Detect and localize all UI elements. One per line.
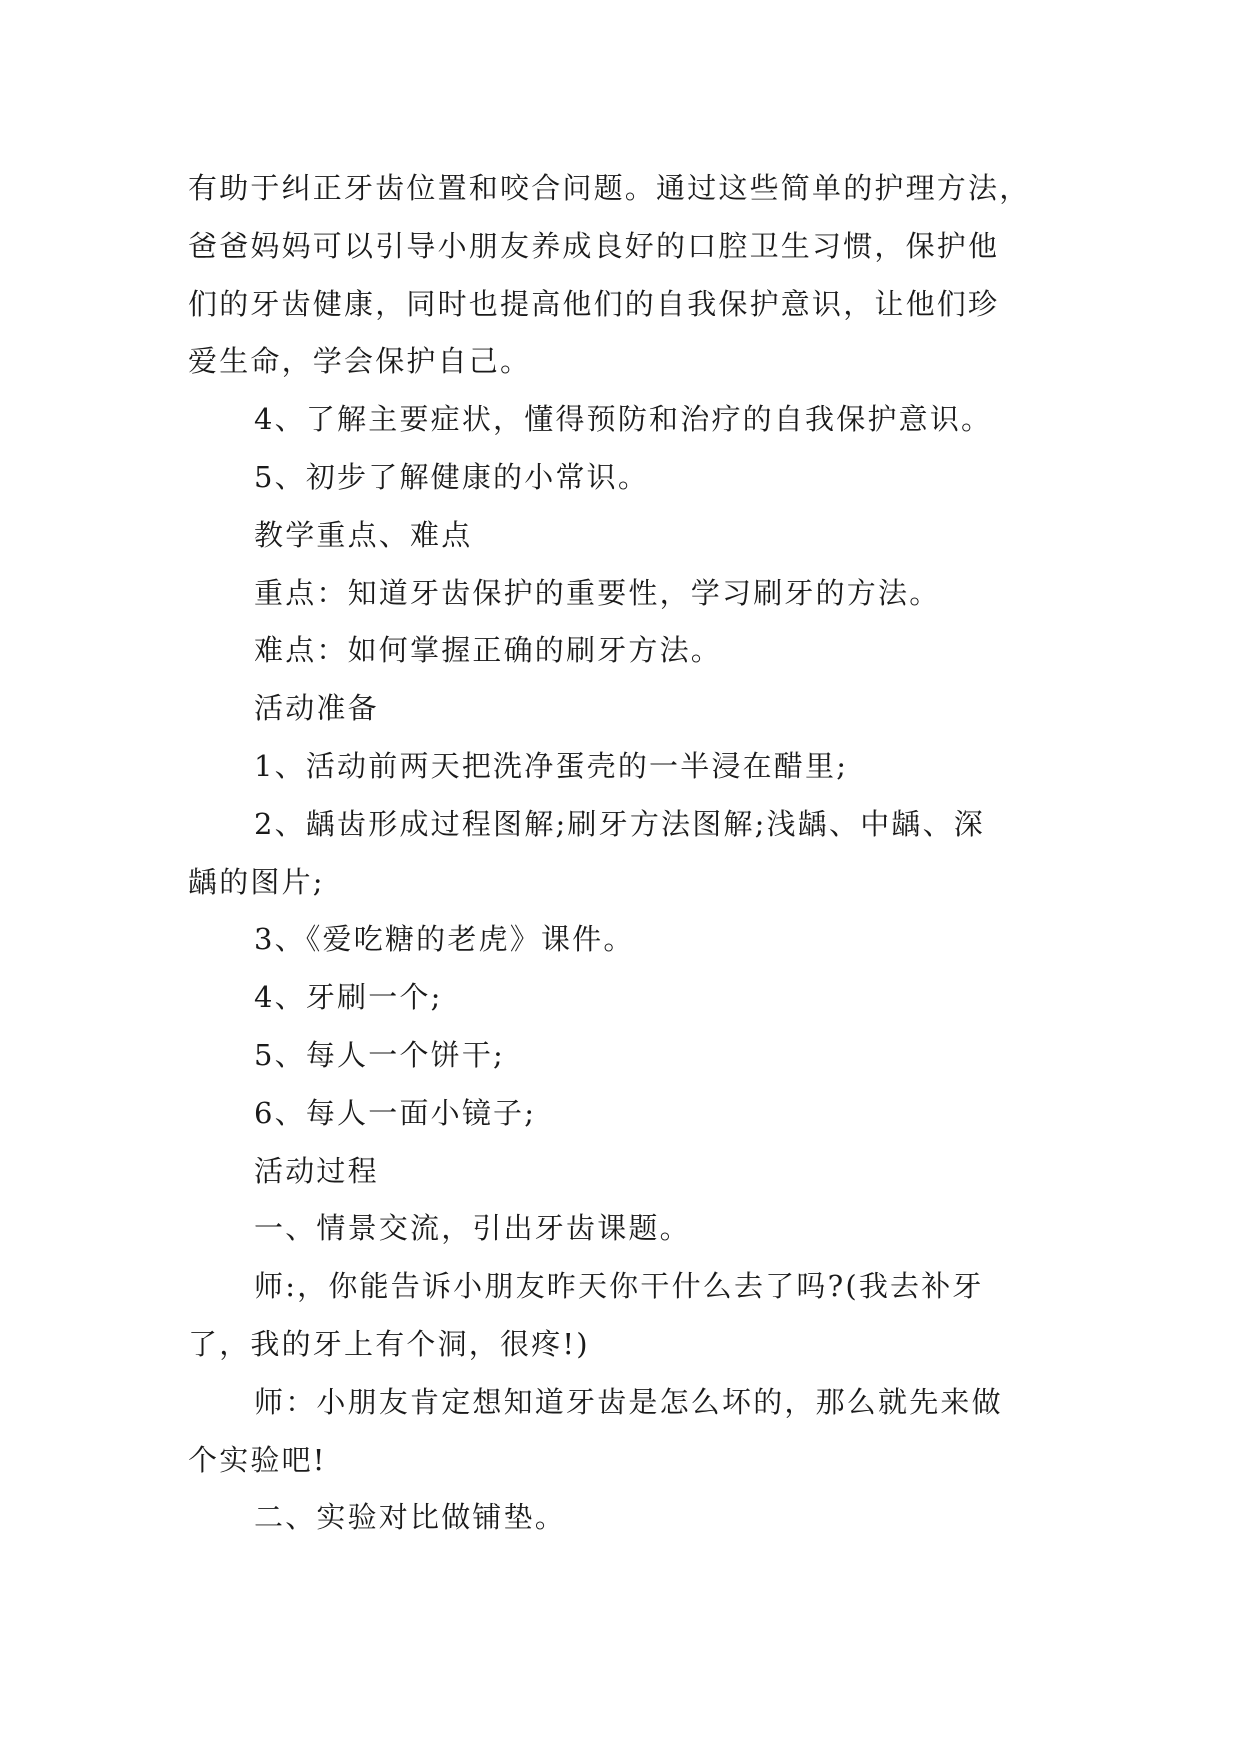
text-line: 二、实验对比做铺垫。 bbox=[254, 1500, 567, 1535]
text-line: 们的牙齿健康，同时也提高他们的自我保护意识，让他们珍 bbox=[188, 286, 1000, 321]
text-line: 个实验吧! bbox=[188, 1442, 327, 1477]
paragraph bbox=[188, 1200, 1088, 1258]
text-line: 活动过程 bbox=[254, 1153, 379, 1188]
paragraph bbox=[188, 449, 1088, 507]
text-line: 3、《爱吃糖的老虎》课件。 bbox=[254, 922, 635, 957]
section-heading bbox=[188, 507, 1088, 565]
paragraph bbox=[188, 391, 1088, 449]
paragraph bbox=[188, 911, 1088, 969]
text-line: 龋的图片; bbox=[188, 864, 325, 899]
text-line: 师：小朋友肯定想知道牙齿是怎么坏的，那么就先来做 bbox=[254, 1384, 1003, 1419]
text-line: 一、情景交流，引出牙齿课题。 bbox=[254, 1211, 691, 1246]
text-line: 教学重点、难点 bbox=[254, 517, 473, 552]
text-line: 师:，你能告诉小朋友昨天你干什么去了吗?(我去补牙 bbox=[254, 1269, 984, 1304]
text-line: 有助于纠正牙齿位置和咬合问题。通过这些简单的护理方法， bbox=[188, 171, 1031, 205]
text-line: 难点：如何掌握正确的刷牙方法。 bbox=[254, 633, 723, 668]
text-line: 了，我的牙上有个洞，很疼!) bbox=[188, 1326, 590, 1361]
paragraph bbox=[188, 1258, 1088, 1374]
section-heading bbox=[188, 1143, 1088, 1201]
section-heading bbox=[188, 680, 1088, 738]
text-line: 5、每人一个饼干; bbox=[254, 1037, 506, 1072]
paragraph bbox=[188, 969, 1088, 1027]
text-line: 爸爸妈妈可以引导小朋友养成良好的口腔卫生习惯，保护他 bbox=[188, 228, 1000, 263]
text-line: 6、每人一面小镜子; bbox=[254, 1095, 537, 1130]
paragraph bbox=[188, 796, 1088, 912]
paragraph bbox=[188, 622, 1088, 680]
paragraph bbox=[188, 1027, 1088, 1085]
text-line: 5、初步了解健康的小常识。 bbox=[254, 459, 650, 494]
paragraph bbox=[188, 160, 1088, 391]
paragraph bbox=[188, 738, 1088, 796]
paragraph bbox=[188, 1489, 1088, 1547]
text-line: 爱生命，学会保护自己。 bbox=[188, 344, 532, 379]
paragraph bbox=[188, 1374, 1088, 1490]
text-line: 1、活动前两天把洗净蛋壳的一半浸在醋里; bbox=[254, 748, 849, 783]
document-body bbox=[188, 160, 1088, 1547]
text-line: 活动准备 bbox=[254, 691, 379, 726]
text-line: 4、牙刷一个; bbox=[254, 980, 443, 1015]
text-line: 4、了解主要症状，懂得预防和治疗的自我保护意识。 bbox=[254, 402, 993, 437]
paragraph bbox=[188, 1085, 1088, 1143]
text-line: 重点：知道牙齿保护的重要性，学习刷牙的方法。 bbox=[254, 575, 941, 610]
paragraph bbox=[188, 565, 1088, 623]
text-line: 2、龋齿形成过程图解;刷牙方法图解;浅龋、中龋、深 bbox=[254, 806, 985, 841]
